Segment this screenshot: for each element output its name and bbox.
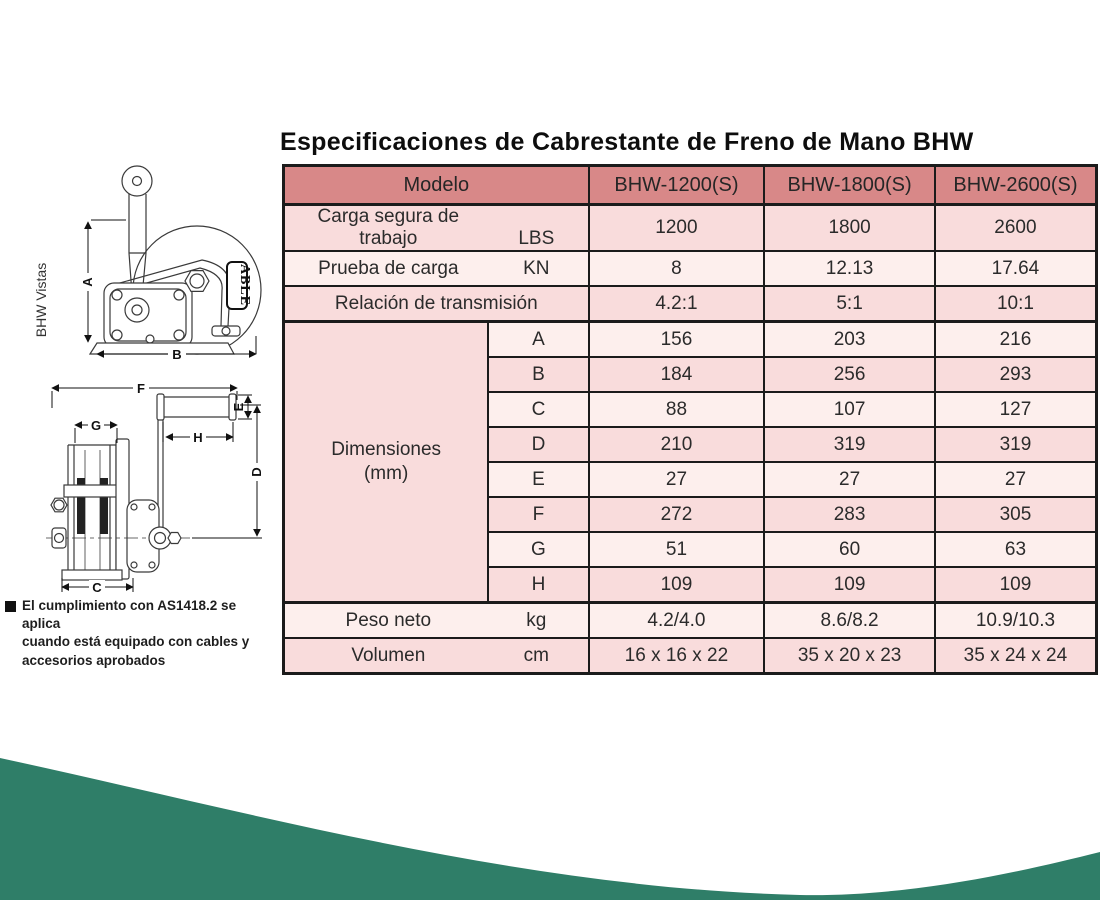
value-cell: 109: [764, 567, 935, 603]
value-cell: 283: [764, 497, 935, 532]
dimensions-label: Dimensiones: [331, 439, 442, 461]
value-cell: 127: [935, 392, 1097, 427]
value-cell: 27: [764, 462, 935, 497]
row-label-cell: [284, 286, 589, 322]
dimension-key-cell: C: [488, 392, 588, 427]
value-cell: 88: [589, 392, 765, 427]
value-cell: 109: [589, 567, 765, 603]
value-cell: 27: [589, 462, 765, 497]
value-cell: 109: [935, 567, 1097, 603]
value-cell: 210: [589, 427, 765, 462]
spec-table: [282, 164, 1098, 675]
row-unit: KN: [523, 257, 550, 279]
table-header-row: [284, 166, 1097, 205]
dim-label-D: D: [249, 467, 264, 477]
brand-label: ABLE: [237, 263, 252, 307]
spec-table-body: [284, 205, 1097, 674]
value-cell: 4.2:1: [589, 286, 765, 322]
front-view-drawing: [46, 394, 236, 580]
value-cell: 2600: [935, 205, 1097, 252]
dimensions-unit-label: (mm): [363, 463, 409, 484]
footnote-line: cuando está equipado con cables y: [22, 634, 250, 650]
dimension-key-cell: F: [488, 497, 588, 532]
winch-technical-drawing: [0, 150, 280, 605]
dim-label-A: A: [80, 277, 95, 287]
page-title: Especificaciones de Cabrestante de Freno de Mano BHW: [280, 128, 974, 156]
bottom-wave: [0, 750, 1100, 900]
model-column-header: BHW-1800(S): [764, 166, 935, 205]
wave-shape: [0, 758, 1100, 900]
row-label-cell: [284, 638, 589, 674]
value-cell: 5:1: [764, 286, 935, 322]
table-row: [284, 638, 1097, 674]
footnote-line: accesorios aprobados: [22, 652, 166, 668]
dim-label-E: E: [231, 402, 246, 412]
dimension-key-cell: G: [488, 532, 588, 567]
model-header-cell: Modelo: [284, 166, 589, 205]
value-cell: 319: [764, 427, 935, 462]
dim-label-B: B: [172, 347, 182, 362]
row-unit: kg: [526, 609, 547, 631]
table-row: [284, 251, 1097, 286]
value-cell: 184: [589, 357, 765, 392]
dimension-key-cell: A: [488, 322, 588, 358]
value-cell: 156: [589, 322, 765, 358]
table-row: [284, 205, 1097, 252]
value-cell: 8.6/8.2: [764, 603, 935, 639]
value-cell: 319: [935, 427, 1097, 462]
dim-label-G: G: [90, 418, 102, 433]
value-cell: 293: [935, 357, 1097, 392]
dim-label-F: F: [137, 381, 145, 396]
row-label-cell: [284, 205, 589, 252]
views-caption: BHW Vistas: [33, 262, 49, 338]
value-cell: 216: [935, 322, 1097, 358]
value-cell: 272: [589, 497, 765, 532]
value-cell: 35 x 24 x 24: [935, 638, 1097, 674]
row-label-cell: [284, 603, 589, 639]
value-cell: 256: [764, 357, 935, 392]
value-cell: 305: [935, 497, 1097, 532]
row-label: Peso neto: [345, 609, 432, 631]
brand-tag: [227, 262, 252, 309]
dim-label-H: H: [193, 430, 203, 445]
row-label: Carga segura de trabajo: [317, 206, 460, 249]
value-cell: 35 x 20 x 23: [764, 638, 935, 674]
value-cell: 17.64: [935, 251, 1097, 286]
value-cell: 60: [764, 532, 935, 567]
row-label: Prueba de carga: [318, 257, 459, 279]
table-row: [284, 286, 1097, 322]
row-unit: cm: [523, 644, 549, 666]
value-cell: 1800: [764, 205, 935, 252]
value-cell: 16 x 16 x 22: [589, 638, 765, 674]
compliance-footnote: [22, 597, 250, 670]
value-cell: 8: [589, 251, 765, 286]
value-cell: 107: [764, 392, 935, 427]
row-label: Relación de transmisión: [334, 292, 538, 314]
spec-table-head: [284, 166, 1097, 205]
dimension-key-cell: H: [488, 567, 588, 603]
value-cell: 27: [935, 462, 1097, 497]
model-column-header: BHW-1200(S): [589, 166, 765, 205]
value-cell: 63: [935, 532, 1097, 567]
value-cell: 12.13: [764, 251, 935, 286]
value-cell: 10:1: [935, 286, 1097, 322]
table-row: [284, 603, 1097, 639]
value-cell: 1200: [589, 205, 765, 252]
dimensions-group-cell: [284, 322, 489, 603]
value-cell: 203: [764, 322, 935, 358]
footnote-line: El cumplimiento con AS1418.2 se aplica: [22, 598, 237, 632]
value-cell: 10.9/10.3: [935, 603, 1097, 639]
dimension-key-cell: D: [488, 427, 588, 462]
square-bullet-icon: [5, 601, 16, 612]
dim-label-C: C: [92, 580, 102, 595]
dimension-key-cell: B: [488, 357, 588, 392]
row-unit: LBS: [518, 228, 555, 249]
row-label-cell: [284, 251, 589, 286]
model-column-header: BHW-2600(S): [935, 166, 1097, 205]
row-label: Volumen: [351, 644, 426, 666]
value-cell: 51: [589, 532, 765, 567]
value-cell: 4.2/4.0: [589, 603, 765, 639]
dimension-key-cell: E: [488, 462, 588, 497]
table-row: [284, 322, 1097, 358]
side-view-drawing: [90, 166, 261, 354]
